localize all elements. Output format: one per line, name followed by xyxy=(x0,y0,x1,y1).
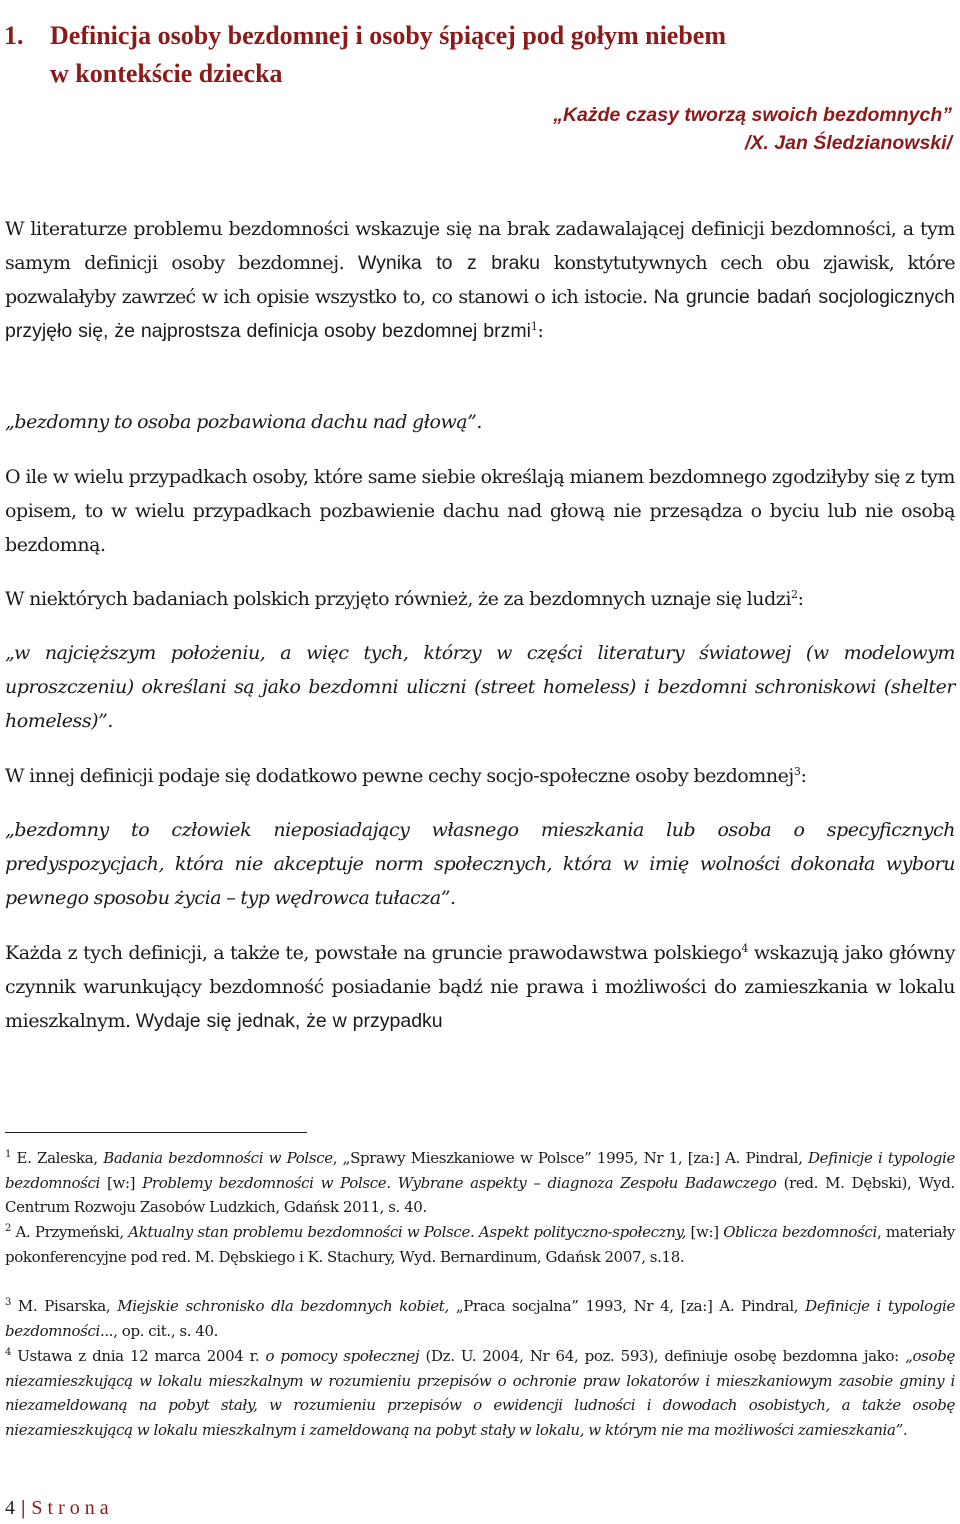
footnote-4-text-1: Ustawa z dnia 12 marca 2004 r. xyxy=(11,1347,266,1365)
footnote-1-text-4: (red. M. Dębski), Wyd. Centrum Rozwoju Zasobów Ludzkich, Gdańsk 2011, s. 40. xyxy=(5,1173,955,1216)
paragraph-5-text-c: Wydaje się jednak, że w przypadku xyxy=(135,1010,443,1032)
paragraph-1-text-a: W literaturze problemu bezdomności wskazuje się na brak zadawalającej definicji bezdomności, a tym samym definicji osoby bezdomnej. xyxy=(5,218,955,274)
footnote-4-title-1: o pomocy społecznej xyxy=(265,1347,420,1365)
footnote-1-text-3: [w:] xyxy=(99,1173,143,1192)
footnote-3-number: 3 xyxy=(5,1297,12,1308)
footnote-1 xyxy=(5,1146,955,1220)
footnote-1-text-1: E. Zaleska, xyxy=(11,1149,104,1167)
paragraph-5 xyxy=(5,936,955,1038)
footnote-1-title-2: Definicje i typologie bezdomności xyxy=(5,1149,955,1192)
quote-1: „bezdomny to osoba pozbawiona dachu nad głową”. xyxy=(5,411,483,433)
footnote-3-text-3: , op. cit., s. 40. xyxy=(113,1321,219,1340)
paragraph-3-text: W niektórych badaniach polskich przyjęto również, że za bezdomnych uznaje się ludzi xyxy=(5,588,791,610)
footer-page-label: Strona xyxy=(31,1497,114,1519)
paragraph-4-colon: : xyxy=(800,765,807,787)
footnote-3-title-2: Definicje i typologie bezdomności... xyxy=(5,1297,955,1340)
footnote-ref-3[interactable]: 3 xyxy=(793,765,801,778)
footnote-4-number: 4 xyxy=(5,1347,12,1358)
footnote-ref-2[interactable]: 2 xyxy=(791,588,798,601)
footnote-4 xyxy=(5,1344,955,1442)
footnote-1-title-1: Badania bezdomności w Polsce xyxy=(103,1149,333,1167)
paragraph-3 xyxy=(5,582,955,616)
paragraph-5-text-b: wskazują jako główny czynnik warunkujący bezdomność posiadanie bądź nie prawa i możliwości do zamieszkania w lokalu mieszkalnym. xyxy=(5,942,955,1032)
paragraph-1-text-b: Wynika to z braku xyxy=(357,252,541,274)
footnote-3-text-1: M. Pisarska, xyxy=(11,1297,118,1315)
footnote-4-quote: „osobę niezamieszkującą w lokalu mieszkalnym w rozumieniu przepisów o ochronie praw lokatorów i mieszkaniowym zasobie gminy i niezameldowaną na pobyt stały, w rozumieniu przepisów o ewidencji ludności i dowodach osobistych, a także osobę niezamieszkującą w lokalu mieszkalnym i zameldowaną na pobyt stały w lokalu, w którym nie ma możliwości zamieszkania”. xyxy=(5,1347,955,1439)
paragraph-1-text-d: Na gruncie badań socjologicznych przyjęło się, że najprostsza definicja osoby bezdomnej brzmi xyxy=(5,286,955,342)
footnote-2-number: 2 xyxy=(5,1223,12,1234)
epigraph-author: /X. Jan Śledzianowski/ xyxy=(745,132,952,154)
paragraph-1 xyxy=(5,212,955,348)
footnote-3 xyxy=(5,1294,955,1343)
footnote-ref-4[interactable]: 4 xyxy=(741,942,748,955)
page-footer xyxy=(5,1494,114,1522)
footnote-1-title-3: Problemy bezdomności w Polsce. Wybrane aspekty – diagnoza Zespołu Badawczego xyxy=(142,1173,777,1192)
page-number: 4 xyxy=(5,1497,15,1519)
paragraph-4-text: W innej definicji podaje się dodatkowo pewne cechy socjo-społeczne osoby bezdomnej xyxy=(5,765,794,787)
footnote-4-text-2: (Dz. U. 2004, Nr 64, poz. 593), definiuje osobę bezdomna jako: xyxy=(419,1347,906,1365)
footnote-2-text-2: [w:] xyxy=(686,1223,724,1241)
quote-3: „bezdomny to człowiek nieposiadający własnego mieszkania lub osoba o specyficznych predyspozycjach, która nie akceptuje norm społecznych, która w imię wolności dokonała wyboru pewnego sposobu życia – typ wędrowca tułacza”. xyxy=(5,819,955,909)
paragraph-1-colon: : xyxy=(537,320,544,342)
footnote-2-text-3: , materiały pokonferencyjne pod red. M. Dębskiego i K. Stachury, Wyd. Bernardinum, Gdańsk 2007, s.18. xyxy=(5,1223,955,1266)
section-heading xyxy=(0,17,930,93)
heading-line-1: Definicja osoby bezdomnej i osoby śpiącej pod gołym niebem xyxy=(50,21,726,51)
paragraph-1-text-c: konstytutywnych cech obu zjawisk, które pozwalałyby zawrzeć w ich opisie wszystko to, co stanowi o ich istocie. xyxy=(5,252,955,308)
footnote-2 xyxy=(5,1220,955,1269)
footnote-1-text-2: , „Sprawy Mieszkaniowe w Polsce” 1995, Nr 1, [za:] A. Pindral, xyxy=(332,1149,808,1167)
footnote-3-title-1: Miejskie schronisko dla bezdomnych kobiet, xyxy=(117,1297,449,1315)
heading-number: 1. xyxy=(4,21,24,51)
quote-2: „w najcięższym położeniu, a więc tych, którzy w części literatury światowej (w modelowym uproszczeniu) określani są jako bezdomni uliczni (street homeless) i bezdomni schroniskowi (shelter homeless)”. xyxy=(5,642,955,732)
paragraph-4 xyxy=(5,759,955,793)
footer-separator: | xyxy=(21,1497,26,1519)
footnote-2-text-1: A. Przymeński, xyxy=(11,1223,129,1241)
footnote-1-number: 1 xyxy=(5,1149,12,1160)
epigraph xyxy=(553,101,952,157)
paragraph-5-text-a: Każda z tych definicji, a także te, powstałe na gruncie prawodawstwa polskiego xyxy=(5,942,742,964)
paragraph-2: O ile w wielu przypadkach osoby, które same siebie określają mianem bezdomnego zgodziłyby się z tym opisem, to w wielu przypadkach pozbawienie dachu nad głową nie przesądza o byciu lub nie osobą bezdomną. xyxy=(5,466,955,556)
footnote-divider xyxy=(5,1132,307,1133)
footnote-3-text-2: „Praca socjalna” 1993, Nr 4, [za:] A. Pindral, xyxy=(448,1297,806,1315)
footnote-ref-1[interactable]: 1 xyxy=(530,320,538,333)
heading-line-2: w kontekście dziecka xyxy=(50,59,283,89)
footnote-2-title-2: Oblicza bezdomności xyxy=(723,1223,877,1241)
epigraph-quote: „Każde czasy tworzą swoich bezdomnych” xyxy=(553,104,952,126)
paragraph-3-colon: : xyxy=(797,588,804,610)
footnote-2-title-1: Aktualny stan problemu bezdomności w Polsce. Aspekt polityczno-społeczny, xyxy=(128,1223,687,1241)
